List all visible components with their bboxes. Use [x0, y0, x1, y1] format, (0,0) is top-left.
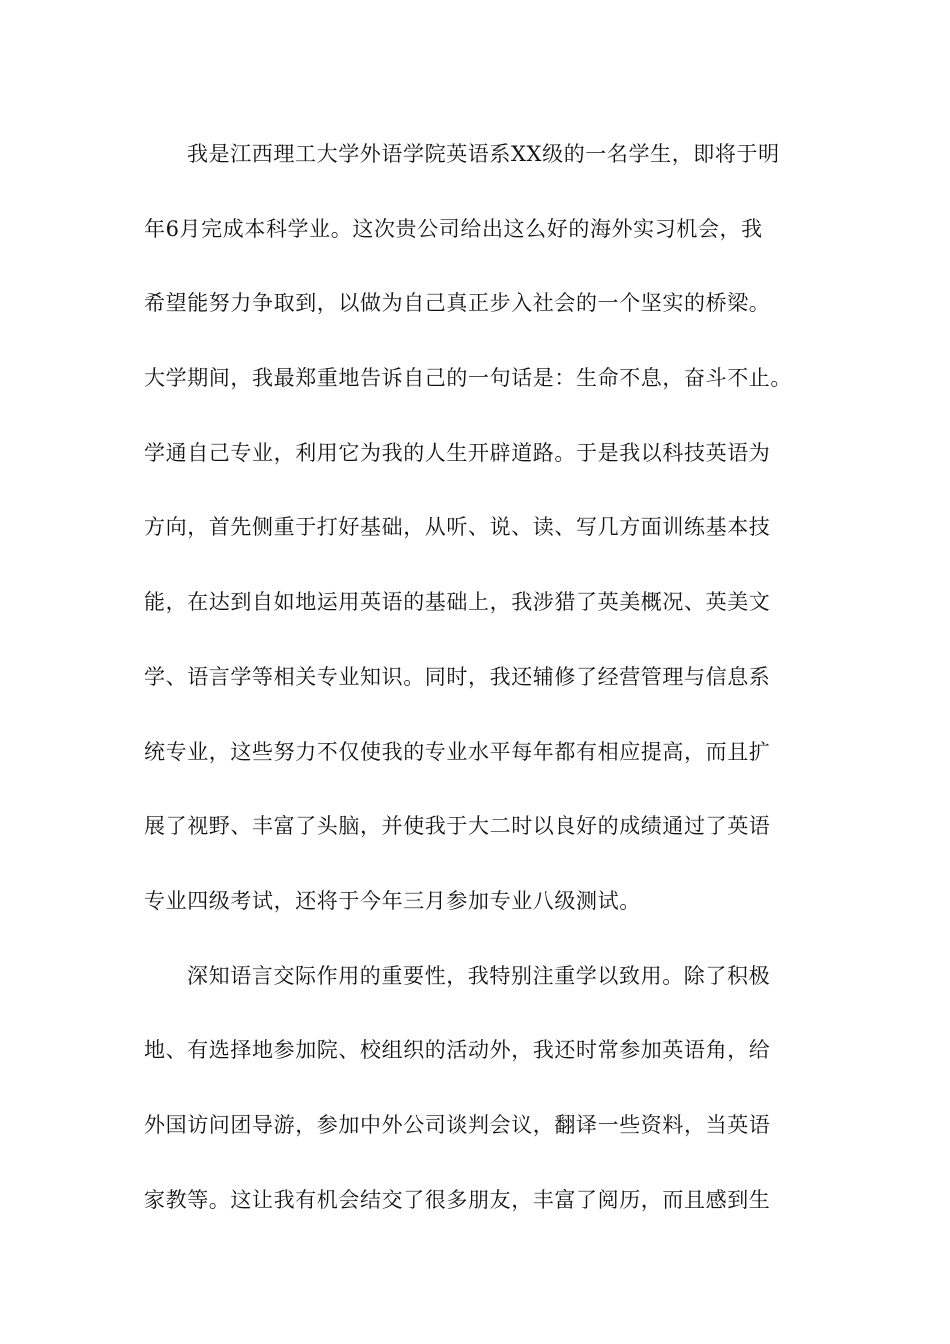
- text-line: 展了视野、丰富了头脑，并使我于大二时以良好的成绩通过了英语: [144, 814, 771, 839]
- text-line: 年6月完成本科学业。这次贵公司给出这么好的海外实习机会，我: [144, 216, 763, 241]
- text-line: 地、有选择地参加院、校组织的活动外，我还时常参加英语角，给: [144, 1038, 771, 1063]
- text-line: 家教等。这让我有机会结交了很多朋友，丰富了阅历，而且感到生: [144, 1187, 771, 1212]
- text-line: 学、语言学等相关专业知识。同时，我还辅修了经营管理与信息系: [144, 664, 771, 689]
- text-line: 能，在达到自如地运用英语的基础上，我涉猎了英美概况、英美文: [144, 590, 771, 615]
- text-line: 我是江西理工大学外语学院英语系XX级的一名学生，即将于明: [187, 142, 780, 166]
- text-line: 深知语言交际作用的重要性，我特别注重学以致用。除了积极: [187, 963, 771, 988]
- text-line: 外国访问团导游，参加中外公司谈判会议，翻译一些资料，当英语: [144, 1112, 771, 1137]
- document-body: [144, 132, 844, 1252]
- text-line: 学通自己专业，利用它为我的人生开辟道路。于是我以科技英语为: [144, 440, 771, 465]
- text-line: 统专业，这些努力不仅使我的专业水平每年都有相应提高，而且扩: [144, 739, 771, 764]
- text-line: 大学期间，我最郑重地告诉自己的一句话是：生命不息，奋斗不止。: [144, 366, 792, 391]
- text-line: 希望能努力争取到，以做为自己真正步入社会的一个坚实的桥梁。: [144, 291, 771, 316]
- text-line: 方向，首先侧重于打好基础，从听、说、读、写几方面训练基本技: [144, 515, 771, 540]
- text-line: 专业四级考试，还将于今年三月参加专业八级测试。: [144, 888, 641, 913]
